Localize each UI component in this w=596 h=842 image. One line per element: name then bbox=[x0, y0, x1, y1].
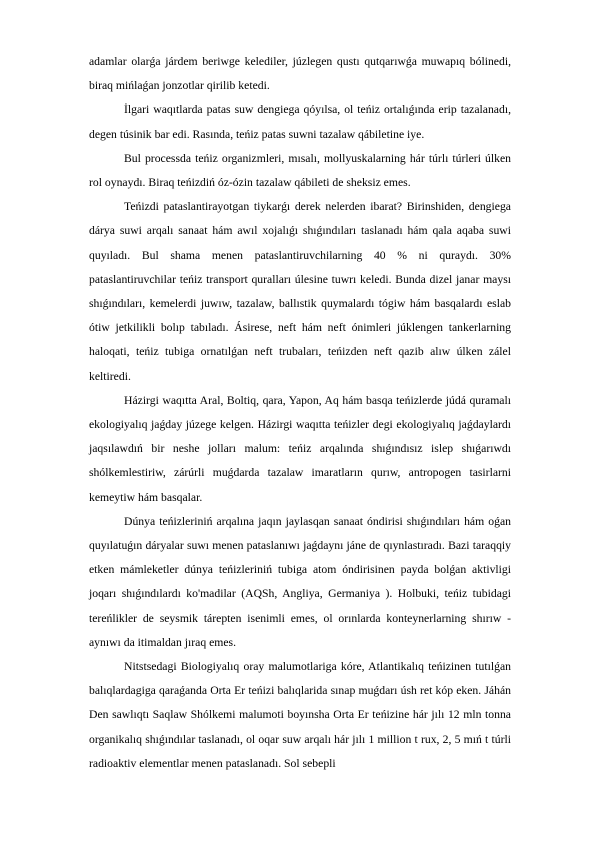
paragraph-sea-self-cleaning: İlgari waqıtlarda patas suw dengiega qóyılsa, ol teńiz ortalıǵında erip tazalanadı, degen túsinik bar edi. Rasında, teńiz patas suwni tazalaw qábiletine iye. bbox=[89, 103, 511, 141]
paragraph-industrial-waste: Dúnya teńizleriniń arqalına jaqın jaylasqan sanaat óndirisi shıǵındıları hám oǵan quyılatuǵın dáryalar suwı menen pataslanıwı jaǵdaynı jáne de qıynlastıradı. Bazi taraqqiy etken mámleketler dúnya teńizleriniń tubiga atom óndirisinen payda bolǵan aktivligi joqarı shıǵındılardı ko'madilar (AQSh, Angliya, Germaniya ). Holbuki, teńiz tubidagi tereńlikler de seysmik tárepten isenimli emes, ol orınlarda konteynerlarning shırıw -aynıwı da itimaldan jıraq emes. bbox=[89, 514, 511, 649]
paragraph-continuation: adamlar olarǵa járdem beriwge kelediler, júzlegen qustı qutqarıwǵa muwapıq bólinedi, biraq mińlaǵan jonzotlar qirilib ketedi. bbox=[89, 55, 511, 93]
document-page bbox=[89, 50, 511, 776]
paragraph-mediterranean-data: Nitstsedagi Biologiyalıq oray malumotlariga kóre, Atlantikalıq teńizinen tutılǵan balıqlardagiga qaraǵanda Orta Er teńizi balıqlarida sınap muǵdarı úsh ret kóp eken. Jáhán Den sawlıqtı Saqlaw Shólkemi malumoti boyınsha Orta Er teńizine hár jılı 12 mln tonna organikalıq shıǵındılar taslanadı, ol oqar suw arqalı hár jılı 1 million t rux, 2, 5 mıń t túrli radioaktiv elementlar menen pataslanadı. Sol sebepli bbox=[89, 660, 511, 770]
paragraph-organisms-role: Bul processda teńiz organizmleri, mısalı, mollyuskalarning hár túrlı túrleri úlken rol oynaydı. Biraq teńizdiń óz-ózin tazalaw qábileti de sheksiz emes. bbox=[89, 151, 511, 190]
paragraph-current-situation: Házirgi waqıtta Aral, Boltiq, qara, Yapon, Aq hám basqa teńizlerde júdá quramalı ekologiyalıq jaǵday júzege kelgen. Házirgi waqıtta teńizler degi ekologiyalıq jaǵdaylardı jaqsılawdıń bir neshe jolları malum: teńiz arqalında shıǵındısız islep shıǵarıwdı shólkemlestiriw, zárúrli muǵdarda tazalaw imaratların qurıw, antropogen tasirlarni kemeytiw hám basqalar. bbox=[89, 393, 511, 504]
paragraph-pollution-sources: Teńizdi pataslantirayotgan tiykarǵı derek nelerden ibarat? Birinshiden, dengiega dárya suwi arqalı sanaat hám awıl xojalıǵı shıǵındıları taslanadı hám qala aqaba suwi quyıladı. Bul shama menen pataslantiruvchilarning 40 % ni quraydı. 30% pataslantiruvchilar teńiz transport quralları úlesine tuwrı keledi. Bunda dizel janar maysı shıǵındıları, kemelerdi juwıw, tazalaw, ballıstik quymalardı tógiw hám basqalardı eslab ótiw jetkilikli bolıp tabıladı. Ásirese, neft hám neft ónimleri júklengen tankerlarning haloqati, teńiz tubiga ornatılǵan neft trubaları, teńizden neft qazib alıw úlken zálel keltiredi. bbox=[89, 200, 511, 383]
